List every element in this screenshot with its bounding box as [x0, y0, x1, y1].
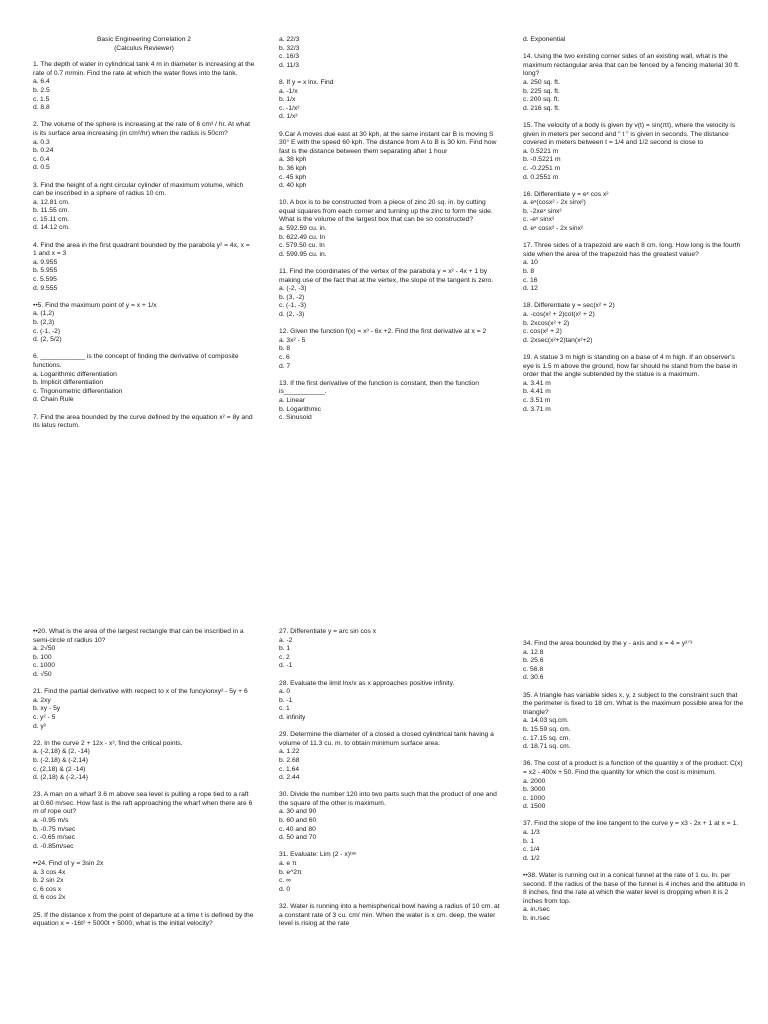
answer-option: d. 3.71 m — [523, 405, 551, 413]
answer-option: c. 579.50 cu. In — [279, 242, 325, 250]
question-block — [279, 380, 501, 423]
answer-option: a. 1.22 — [279, 748, 300, 756]
answer-option: a. (1,2) — [33, 310, 55, 318]
question-block — [523, 36, 745, 45]
answer-option: d. 12 — [523, 285, 538, 293]
answer-option: c. (2,18) & (2 -14) — [33, 765, 86, 773]
question-text: 23. A man on a wharf 3.6 m above sea level is pulling a rope tied to a raft at 0.60 m/sec. How fast is the raft approaching the wharf when there are 6 m of rope out? — [33, 791, 253, 816]
question-text: 19. A statue 3 m high is standing on a base of 4 m high. If an observer's eye is 1.5 m above the ground, how far should he stand from the base in order that the angle subtended by the statue is a maximum. — [523, 353, 738, 379]
question-text: 36. The cost of a product is a function of the quantity x of the product: C(x) = x2 - 400x + 50. Find the quantity for which the cost is minimum. — [523, 760, 743, 776]
question-text: 21. Find the partial derivative with recpect to x of the funcyionxy² - 5y + 6 — [33, 688, 248, 696]
question-text: ••38. Water is running out in a conical funnel at the rate of 1 cu. In. per second. If the radius of the base of the funnel is 4 inches and the altitude in 8 inches, find the rate at which the water level is dropping when it is 2 inches from top. — [523, 872, 745, 905]
question-text: 35. A triangle has variable sides x, y, z subject to the constraint such that the perimeter is fixed to 18 cm. What is the maximum possible area for the triangle? — [523, 691, 744, 716]
answer-option: d. (2, -3) — [279, 311, 305, 318]
question-block — [279, 328, 501, 371]
question-text: 12. Given the function f(x) = x³ - 6x +2. Find the first derivative at x = 2 — [279, 328, 487, 336]
question-text: 30. Divide the number 120 into two parts such that the product of one and the square of the other is maximum. — [279, 791, 497, 807]
question-text: 28. Evaluate the limit lnx/x as x approaches positive infinity. — [279, 679, 455, 687]
answer-option: d. 30.6 — [523, 674, 544, 682]
question-block — [33, 628, 255, 680]
answer-option: a. Logarithmic differentiation — [33, 370, 117, 378]
answer-option: c. Trigonometric differentiation — [33, 387, 123, 395]
answer-option: b. Implicit differentiation — [33, 379, 104, 387]
question-block — [279, 628, 501, 671]
answer-option: a. 2000 — [523, 777, 546, 785]
question-text: 9.Car A moves due east at 30 kph, at the same instant car B is moving S 30° E with the speed 60 kph. The distance from A to B is 30 km. Find how fast is the distance between them separating after 1 hour — [279, 130, 497, 155]
answer-option: d. √50 — [33, 670, 52, 678]
answer-option: d. (2,18) & (-2,-14) — [33, 774, 89, 782]
answer-option: b. 15.59 sq. cm. — [523, 725, 571, 733]
column-6 — [523, 640, 745, 932]
answer-option: c. -0.65 m/sec — [33, 834, 75, 842]
answer-option: b. 8 — [523, 268, 535, 276]
answer-option: c. ∞ — [279, 877, 291, 885]
question-block — [523, 354, 745, 414]
answer-option: d. 1/x² — [279, 113, 298, 121]
answer-option: d. 7 — [279, 362, 291, 370]
answer-option: b. -0.5221 m — [523, 156, 561, 164]
answer-option: b. 100 — [33, 653, 52, 661]
answer-option: c. 1.5 — [33, 95, 50, 103]
answer-option: d. 40 kph — [279, 182, 307, 190]
answer-option: a. 6.4 — [33, 78, 50, 86]
answer-option: c. 56.8 — [523, 665, 544, 673]
answer-option: d. 0 — [279, 885, 291, 893]
question-block — [279, 903, 501, 929]
answer-option: b. 1 — [279, 645, 291, 653]
answer-option: d. 6 cos 2x — [33, 894, 66, 902]
answer-option: a. (-2,18) & (2, -14) — [33, 748, 90, 756]
answer-option: c. (-1, -3) — [279, 302, 307, 310]
question-block — [279, 79, 501, 122]
answer-option: c. 1000 — [523, 794, 545, 802]
answer-option: d. Chain Rule — [33, 396, 74, 404]
answer-option: b. 11.55 cm. — [33, 207, 70, 215]
answer-option: a. 1/3 — [523, 829, 540, 837]
answer-option: a. 3 cos 4x — [33, 868, 66, 876]
question-block — [33, 302, 255, 345]
question-block — [33, 791, 255, 851]
answer-option: a. -1/x — [279, 87, 298, 95]
answer-option: b. e^2π — [279, 868, 302, 876]
question-text: 8. If y = x lnx. Find — [279, 78, 334, 86]
question-text: 2. The volume of the sphere is increasing at the rate of 6 cm³ / hr. At what is its surface area increasing (in cm²/hr) when the radius is 50cm? — [33, 121, 250, 137]
question-text: ••24. Find of y = 3sin 2x — [33, 860, 104, 868]
answer-option: a. 30 and 90 — [279, 808, 317, 816]
column-3 — [523, 36, 745, 423]
question-text: 25. If the distance x from the point of departure at a time t is defined by the equation x = -16t² + 5000t + 5000, what is the initial velocity? — [33, 911, 254, 928]
question-block — [279, 851, 501, 894]
question-text: ••20. What is the area of the largest rectangle that can be inscribed in a semi-circle of radius 10? — [33, 628, 244, 644]
answer-option: d. Exponential — [523, 36, 566, 43]
question-block — [33, 121, 255, 173]
answer-option: c. cos(x² + 2) — [523, 328, 562, 336]
question-text: 17. Three sides of a trapezoid are each 8 cm. long. How long is the fourth side when the area of the trapezoid has the greatest value? — [523, 242, 741, 258]
answer-option: b. (-2,18) & (-2,14) — [33, 756, 89, 764]
answer-option: b. 622.49 cu. In — [279, 233, 326, 241]
answer-option: b. 5.955 — [33, 267, 58, 275]
answer-option: c. 2 — [279, 653, 290, 661]
question-text: 11. Find the coordinates of the vertex of the parabola y = x² - 4x + 1 by making use of the fact that at the vertex, the slope of the tangent is zero. — [279, 268, 494, 284]
answer-option: b. 2 sin 2x — [33, 877, 64, 885]
question-block — [33, 242, 255, 294]
question-text: 37. Find the slope of the line tangent to the curve y = x3 - 2x + 1 at x = 1. — [523, 820, 739, 828]
answer-option: a. in./sec — [523, 906, 550, 914]
answer-option: a. 2xy — [33, 696, 51, 704]
answer-option: b. xy - 5y — [33, 705, 61, 713]
answer-option: a. 38 kph — [279, 156, 307, 164]
question-text: 27. Differentiate y = arc sin cos x — [279, 628, 377, 635]
answer-option: a. 22/3 — [279, 36, 300, 43]
answer-option: a. 250 sq. ft. — [523, 78, 560, 86]
answer-option: d. eˣ cosx² - 2x sinx² — [523, 225, 584, 233]
answer-option: b. 0.24 — [33, 147, 54, 155]
column-4 — [33, 628, 255, 937]
answer-option: c. -0.2251 m — [523, 164, 561, 172]
answer-option: c. 3.51 m — [523, 396, 551, 404]
answer-option: c. 16 — [523, 276, 538, 284]
question-text: 14. Using the two existing corner sides of an existing wall, what is the maximum rectangular area that can be fenced by a fencing material 30 ft. long? — [523, 53, 740, 78]
answer-option: a. 0 — [279, 688, 291, 696]
answer-option: d. 14.12 cm. — [33, 224, 70, 232]
question-block — [279, 199, 501, 259]
column-2 — [279, 36, 501, 431]
answer-option: c. y² - 5 — [33, 713, 56, 721]
answer-option: d. 18.71 sq. cm. — [523, 743, 571, 751]
answer-option: d. 216 sq. ft. — [523, 104, 560, 112]
question-block — [523, 760, 745, 812]
question-text: 29. Determine the diameter of a closed a closed cylindrical tank having a volume of 11.3 cu. m. to obtain minimum surface area. — [279, 731, 494, 747]
answer-option: c. 16/3 — [279, 53, 300, 61]
answer-option: b. Logarithmic — [279, 405, 322, 413]
question-block — [279, 36, 501, 70]
column-5 — [279, 628, 501, 937]
answer-option: b. 225 sq. ft. — [523, 87, 560, 95]
question-block — [33, 414, 255, 431]
answer-option: d. 599.95 cu. in. — [279, 250, 327, 258]
answer-option: a. e π — [279, 860, 297, 868]
answer-option: d. infinity — [279, 713, 306, 721]
answer-option: d. 2xsec(x²+2)tan(x²+2) — [523, 336, 593, 344]
question-text: 16. Differentiate y = eˣ cos x² — [523, 190, 609, 198]
question-block — [523, 191, 745, 234]
column-1 — [33, 36, 255, 439]
answer-option: c. 6 cos x — [33, 885, 62, 893]
answer-option: a. 12.81 cm. — [33, 198, 70, 206]
answer-option: c. 15.11 cm. — [33, 215, 69, 223]
answer-option: d. -1 — [279, 662, 293, 670]
question-text: 10. A box is to be constructed from a piece of zinc 20 sq. in. by cutting equal squares from each corner and turning up the zinc to form the side. What is the volume of the largest box that can be so constructed? — [279, 199, 493, 224]
question-block — [523, 122, 745, 182]
answer-option: d. 0.5 — [33, 164, 50, 172]
answer-option: c. -1/x² — [279, 104, 300, 112]
question-block — [33, 912, 255, 929]
question-block — [33, 740, 255, 783]
answer-option: d. 50 and 70 — [279, 834, 317, 842]
document-subtitle: (Calculus Reviewer) — [114, 44, 174, 52]
answer-option: a. -2 — [279, 636, 293, 644]
question-text: ••5. Find the maximum point of y = x + 1/x — [33, 301, 157, 309]
answer-option: b. (3, -2) — [279, 293, 305, 301]
answer-option: c. (-1, -2) — [33, 327, 61, 335]
answer-option: c. 6 — [279, 353, 290, 361]
answer-option: c. 40 and 80 — [279, 825, 316, 833]
question-block — [523, 820, 745, 863]
question-block — [523, 53, 745, 113]
answer-option: a. 3x² - 5 — [279, 336, 306, 344]
question-block — [523, 302, 745, 345]
question-block — [523, 640, 745, 683]
answer-option: a. (-2, -3) — [279, 285, 307, 293]
answer-option: c. 0.4 — [33, 155, 50, 163]
question-block — [523, 872, 745, 924]
answer-option: c. 200 sq. ft. — [523, 96, 560, 104]
answer-option: a. -0.95 m/s — [33, 817, 69, 825]
answer-option: b. 60 and 60 — [279, 817, 317, 825]
answer-option: b. 2.5 — [33, 86, 50, 94]
question-block — [33, 182, 255, 234]
question-block — [33, 860, 255, 903]
answer-option: a. eˣ(cosx² - 2x sinx²) — [523, 199, 586, 207]
answer-option: a. 2√50 — [33, 645, 56, 653]
question-text: 18. Differentiate y = sec(x² + 2) — [523, 302, 615, 310]
question-block — [33, 688, 255, 731]
answer-option: d. -0.85m/sec — [33, 842, 74, 850]
answer-option: b. 25.6 — [523, 657, 544, 665]
answer-option: b. 1 — [523, 837, 535, 845]
answer-option: b. -2xeˣ sinx² — [523, 207, 562, 215]
question-block — [279, 731, 501, 783]
answer-option: d. y² — [33, 722, 47, 730]
answer-option: d. 9.555 — [33, 284, 58, 292]
question-text: 1. The depth of water in cylindrical tank 4 m in diameter is increasing at the rate of 0.7 m/min. Find the rate at which the water flows into the tank. — [33, 61, 255, 77]
answer-option: a. 14.03 sq.cm. — [523, 717, 569, 725]
question-text: 34. Find the area bounded by the y - axis and x = 4 = y²ᐟ³ — [523, 640, 693, 647]
answer-option: b. -1 — [279, 696, 293, 704]
answer-option: c. 5.595 — [33, 276, 57, 284]
answer-option: d. (2, 5/2) — [33, 336, 62, 344]
answer-option: b. in./sec — [523, 915, 550, 922]
answer-option: a. 9.955 — [33, 258, 58, 266]
question-text: 22. In the curve 2 + 12x - x³, find the critical points. — [33, 739, 183, 747]
answer-option: b. 32/3 — [279, 44, 300, 52]
question-block — [33, 61, 255, 113]
document-title: Basic Engineering Correlation 2 — [96, 36, 192, 43]
answer-option: c. 1.64 — [279, 765, 300, 773]
question-block — [33, 353, 255, 405]
answer-option: c. 45 kph — [279, 173, 307, 181]
answer-option: b. 8 — [279, 345, 291, 353]
question-block — [523, 692, 745, 752]
answer-option: a. 0.3 — [33, 138, 50, 146]
answer-option: b. 2.68 — [279, 756, 300, 764]
answer-option: d. 1/2 — [523, 854, 540, 862]
question-text: 4. Find the area in the first quadrant bounded by the parabola y² = 4x, x = 1 and x = 3 — [33, 241, 250, 258]
answer-option: c. -eˣ sinx² — [523, 216, 555, 224]
question-block — [279, 791, 501, 843]
question-text: 7. Find the area bounded by the curve defined by the equation x² = 8y and its latus rectum. — [33, 413, 253, 430]
answer-option: a. 0.5221 m — [523, 147, 559, 155]
answer-option: a. -cos(x² + 2)cot(x² + 2) — [523, 311, 595, 318]
answer-option: a. 3.41 m — [523, 379, 551, 387]
question-text: 15. The velocity of a body is given by v(t) = sin(πt), where the velocity is given in meters per second and " t " is given in seconds. The distance covered in meters between t = 1/4 and 1/2 second is close to — [523, 121, 736, 147]
question-text: 6. ____________ is the concept of finding the derivative of composite functions. — [33, 353, 239, 369]
question-text: 32. Water is running into a hemispherical bowl having a radius of 10 cm. at a constant rate of 3 cu. cm/ min. When the water is x cm. deep, the water level is rising at the rate — [279, 903, 500, 928]
answer-option: d. 0.2551 m — [523, 173, 559, 181]
question-text: 3. Find the height of a right circular cylinder of maximum volume, which can be inscribed in a sphere of radius 10 cm. — [33, 181, 244, 198]
answer-option: b. 3000 — [523, 786, 546, 794]
document-header — [33, 36, 255, 53]
answer-option: b. 4.41 m — [523, 388, 551, 396]
question-text: 31. Evaluate: Lim (2 - x)ᵗᵃⁿ — [279, 851, 357, 859]
answer-option: d. 1500 — [523, 803, 546, 811]
answer-option: c. Sinusoid — [279, 414, 312, 422]
answer-option: d. 11/3 — [279, 61, 299, 69]
question-block — [279, 268, 501, 320]
answer-option: a. 592.59 cu. in. — [279, 225, 327, 233]
question-block — [279, 131, 501, 191]
answer-option: b. -0.75 m/sec — [33, 825, 76, 833]
answer-option: a. Linear — [279, 396, 306, 404]
answer-option: c. 1000 — [33, 662, 55, 670]
answer-option: c. 1/4 — [523, 846, 540, 854]
question-block — [279, 680, 501, 723]
answer-option: b. 2xcos(x² + 2) — [523, 319, 570, 327]
question-text: 13. If the first derivative of the function is constant, then the function is___________. — [279, 379, 479, 396]
answer-option: b. (2,3) — [33, 319, 55, 326]
answer-option: a. 10 — [523, 259, 538, 267]
answer-option: a. 12.8 — [523, 648, 544, 656]
answer-option: b. 36 kph — [279, 164, 307, 172]
answer-option: d. 8.8 — [33, 104, 50, 112]
answer-option: d. 2.44 — [279, 774, 300, 782]
question-block — [523, 242, 745, 294]
answer-option: b. 1/x — [279, 96, 296, 104]
answer-option: c. 17.15 sq. cm. — [523, 734, 571, 742]
answer-option: c. 1 — [279, 705, 290, 713]
